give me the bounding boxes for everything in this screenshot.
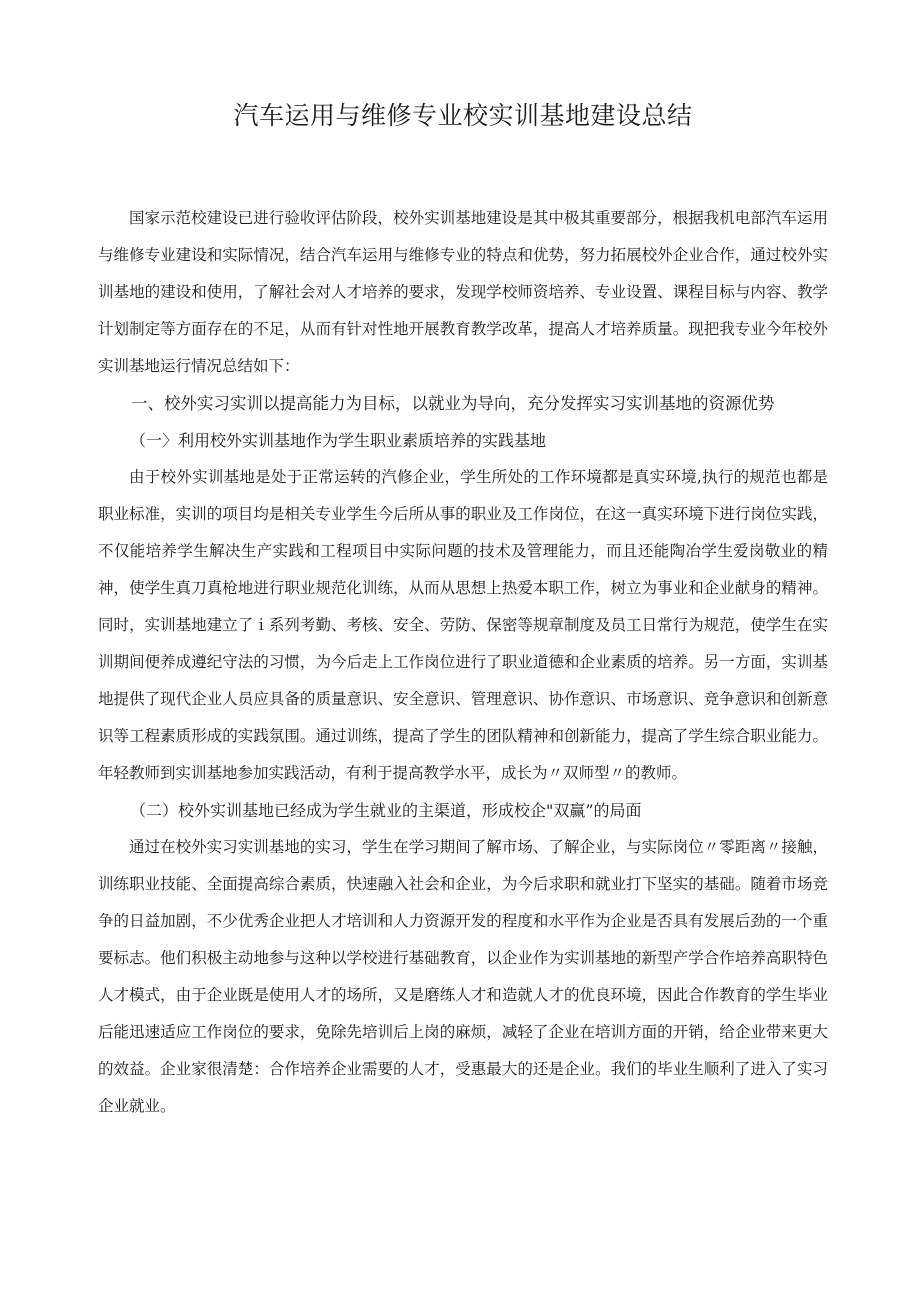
document-body [98,200,828,1125]
section-heading-1: 一、校外实习实训以提高能力为目标，以就业为导向，充分发挥实习实训基地的资源优势 [131,394,775,413]
document-title: 汽车运用与维修专业校实训基地建设总结 [233,101,693,130]
subsection-heading-1: （一〉利用校外实训基地作为学生职业素质培养的实践基地 [130,431,547,450]
intro-paragraph: 国家示范校建设已进行验收评估阶段，校外实训基地建设是其中极其重要部分，根据我机电部汽车运用与维修专业建设和实际情况，结合汽车运用与维修专业的特点和优势，努力拓展校外企业合作，通过校外实训基地的建设和使用，了解社会对人才培养的要求，发现学校师资培养、专业设置、课程目标与内容、教学计划制定等方面存在的不足，从而有针对性地开展教育教学改革，提高人才培养质量。现把我专业今年校外实训基地运行情况总结如下： [98,209,828,375]
document-page [98,0,828,1125]
subsection-heading-2: （二）校外实训基地已经成为学生就业的主渠道，形成校企"双赢”的局面 [130,801,642,820]
body-paragraph: 由于校外实训基地是处于正常运转的汽修企业，学生所处的工作环境都是真实环境,执行的规范也都是职业标准，实训的项目均是相关专业学生今后所从事的职业及工作岗位，在这一真实环境下进行岗位实践，不仅能培养学生解决生产实践和工程项目中实际问题的技术及管理能力，而且还能陶冶学生爱岗敬业的精神，使学生真刀真枪地进行职业规范化训练，从而从思想上热爱本职工作，树立为事业和企业献身的精神。同时，实训基地建立了ｉ系列考勤、考核、安全、劳防、保密等规章制度及员工日常行为规范，使学生在实训期间便养成遵纪守法的习惯，为今后走上工作岗位进行了职业道德和企业素质的培养。另一方面，实训基地提供了现代企业人员应具备的质量意识、安全意识、管理意识、协作意识、市场意识、竞争意识和创新意识等工程素质形成的实践氛围。通过训练，提高了学生的团队精神和创新能力，提高了学生综合职业能力。年轻教师到实训基地参加实践活动，有利于提高教学水平，成长为〃双师型〃的教师。 [98,468,828,782]
body-paragraph: 通过在校外实习实训基地的实习，学生在学习期间了解市场、了解企业，与实际岗位〃零距离〃接触，训练职业技能、全面提高综合素质，快速融入社会和企业，为今后求职和就业打下坚实的基础。随着市场竞争的日益加剧，不少优秀企业把人才培训和人力资源开发的程度和水平作为企业是否具有发展后劲的一个重要标志。他们积极主动地参与这种以学校进行基础教育，以企业作为实训基地的新型产学合作培养高职特色人才模式，由于企业既是使用人才的场所，又是磨练人才和造就人才的优良环境，因此合作教育的学生毕业后能迅速适应工作岗位的要求，免除先培训后上岗的麻烦，减轻了企业在培训方面的开销，给企业带来更大的效益。企业家很清楚：合作培养企业需要的人才，受惠最大的还是企业。我们的毕业生顺利了进入了实习企业就业。 [98,838,828,1115]
